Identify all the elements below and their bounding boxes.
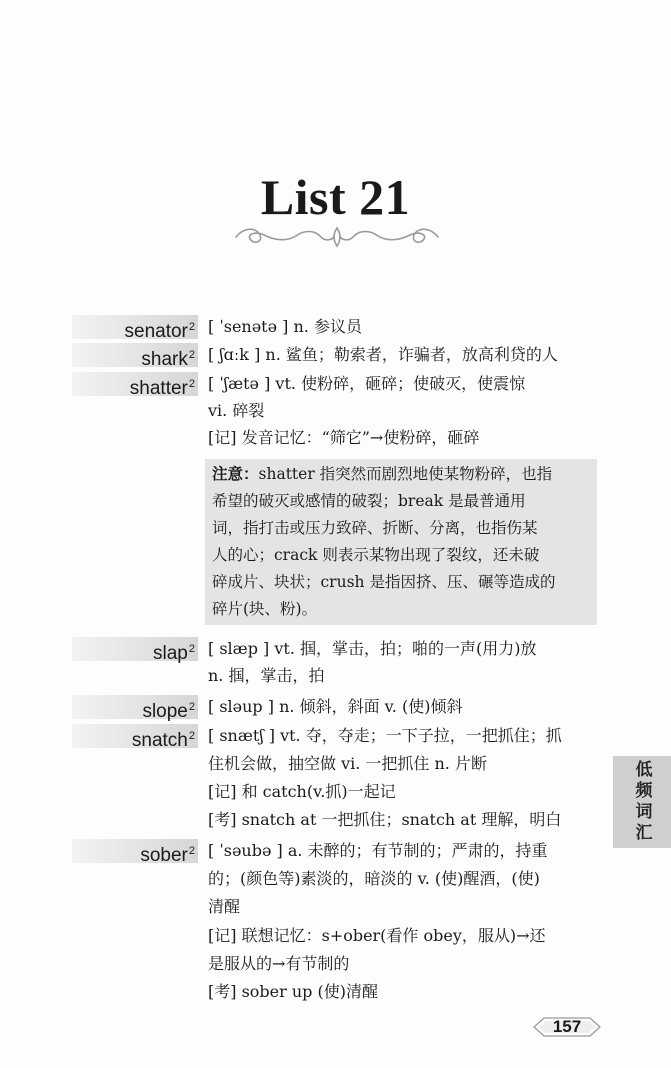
memory-tip: [记] 和 catch(v.抓)一起记 <box>208 782 396 801</box>
definition-line: [ ˈsəubə ] a. 未醉的；有节制的；严肃的，持重 <box>208 841 548 860</box>
side-tab-label: 低频词汇 <box>631 760 652 844</box>
decorative-flourish <box>230 222 444 252</box>
memory-tip: [记] 联想记忆：s+ober(看作 obey，服从)→还 <box>208 926 546 945</box>
usage-note-line: 碎成片、块状；crush 是指因挤、压、碾等造成的 <box>212 573 556 591</box>
definition-line: n. 掴，掌击，拍 <box>208 666 325 685</box>
definition-line: 的；(颜色等)素淡的，暗淡的 v. (使)醒酒，(使) <box>208 869 540 888</box>
definition-line: [ ʃɑːk ] n. 鲨鱼；勒索者，诈骗者，放高利贷的人 <box>208 345 558 364</box>
usage-note-line: 碎片(块、粉)。 <box>212 600 318 618</box>
definition-line: 住机会做，抽空做 vi. 一把抓住 n. 片断 <box>208 754 487 773</box>
headword-slap: slap$^2$ <box>72 637 198 661</box>
usage-note-label: 注意： <box>212 464 259 483</box>
usage-note-line: 注意：shatter 指突然而剧烈地使某物粉碎，也指 <box>212 464 553 483</box>
headword-slope: slope$^2$ <box>72 695 198 719</box>
exam-tip: [考] snatch at 一把抓住；snatch at 理解，明白 <box>208 810 562 829</box>
definition-line: vi. 碎裂 <box>208 401 265 420</box>
headword-senator: senator$^2$ <box>72 315 198 339</box>
headword-snatch: snatch$^2$ <box>72 724 198 748</box>
page-number: 157 <box>552 1017 582 1036</box>
definition-line: 清醒 <box>208 897 241 916</box>
memory-tip: 是服从的→有节制的 <box>208 954 350 973</box>
definition-line: [ ˈʃætə ] vt. 使粉碎，砸碎；使破灭，使震惊 <box>208 374 526 393</box>
definition-line: [ slæp ] vt. 掴，掌击，拍；啪的一声(用力)放 <box>208 639 537 658</box>
usage-note-line: 人的心；crack 则表示某物出现了裂纹，还未破 <box>212 546 540 564</box>
memory-tip: [记] 发音记忆：“筛它”→使粉碎，砸碎 <box>208 428 480 447</box>
headword-shark: shark$^2$ <box>72 343 198 367</box>
definition-line: [ ˈsenətə ] n. 参议员 <box>208 317 362 336</box>
headword-sober: sober$^2$ <box>72 839 198 863</box>
definition-line: [ sləup ] n. 倾斜，斜面 v. (使)倾斜 <box>208 697 463 716</box>
section-side-tab <box>613 756 671 848</box>
headword-shatter: shatter$^2$ <box>72 372 198 396</box>
usage-note-line: 希望的破灭或感情的破裂；break 是最普通用 <box>212 492 526 510</box>
definition-line: [ snætʃ ] vt. 夺，夺走；一下子拉，一把抓住；抓 <box>208 726 562 745</box>
page-title: List 21 <box>260 169 411 225</box>
exam-tip: [考] sober up (使)清醒 <box>208 982 378 1001</box>
usage-note-line: 词，指打击或压力致碎、折断、分离，也指伤某 <box>212 519 538 537</box>
page-number-badge <box>532 1012 602 1042</box>
